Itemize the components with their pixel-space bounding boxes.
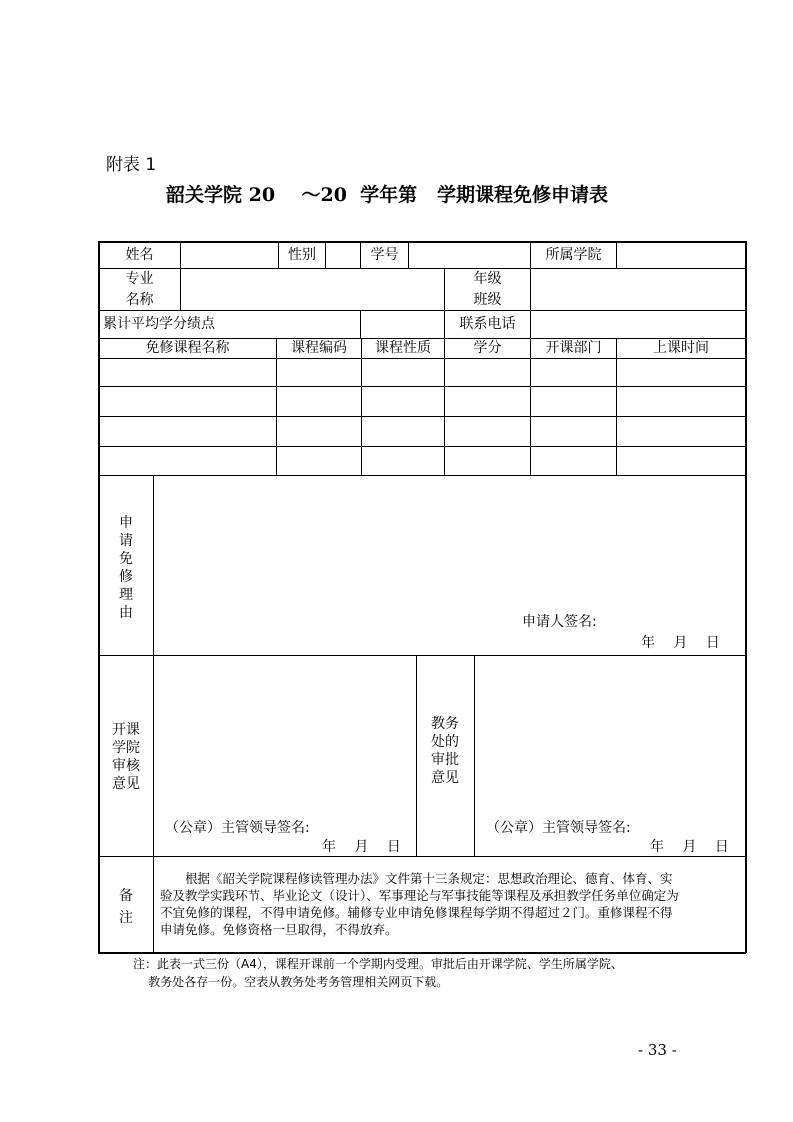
- grade-class-label: [445, 269, 530, 310]
- applicant-date: 年 月 日: [641, 635, 720, 651]
- office-review-field[interactable]: [476, 657, 744, 812]
- remarks-text: 根据《韶关学院课程修读管理办法》文件第十三条规定：思想政治理论、德育、体育、实 验及教学实践环节、毕业论文（设计）、军事理论与军事技能等课程及承担教学任务单位确定为 不宜免修的课程，不得申请免修。辅修专业申请免修课程每学期不得超过２门。重修课程不得 申请免修。免修资格一旦取得，不得放弃。: [160, 871, 679, 937]
- office-review-label: 教务 处的 审批 意见: [431, 716, 459, 786]
- course-row-4[interactable]: [99, 447, 745, 475]
- office-review-date: 年 月 日: [650, 839, 729, 855]
- footnote-line-2: 教务处各存一份。空表从教务处考务管理相关网页下载。: [133, 975, 449, 989]
- office-signature-label: （公章）主管领导签名:: [486, 820, 631, 836]
- college-label: 所属学院: [545, 246, 602, 263]
- gender-label: 性别: [288, 246, 316, 263]
- student-id-label: 学号: [370, 246, 399, 263]
- college-signature-label: （公章）主管领导签名:: [165, 820, 310, 836]
- major-label-line2: 名称: [125, 291, 154, 308]
- course-name-header: 免修课程名称: [145, 340, 230, 356]
- credit-header: 学分: [473, 340, 502, 356]
- college-review-label: 开课 学院 审核 意见: [112, 722, 140, 792]
- footnote-line-1: 注：此表一式三份（A4），课程开课前一个学期内受理。审批后由开课学院、学生所属学院、: [133, 957, 623, 971]
- grade-label-line1: 年级: [473, 270, 502, 287]
- course-row-3[interactable]: [99, 417, 745, 446]
- major-label-line1: 专业: [125, 270, 154, 287]
- phone-field[interactable]: [531, 311, 745, 338]
- course-type-header: 课程性质: [375, 340, 431, 356]
- name-field[interactable]: [181, 242, 278, 268]
- course-row-1[interactable]: [99, 359, 745, 386]
- grade-class-field[interactable]: [531, 269, 745, 310]
- attachment-label: 附表 1: [106, 155, 157, 175]
- class-time-header: 上课时间: [653, 340, 709, 356]
- department-header: 开课部门: [545, 340, 602, 356]
- remarks-label: 备 注: [119, 888, 133, 926]
- name-label: 姓名: [125, 246, 154, 263]
- student-id-field[interactable]: [409, 242, 530, 268]
- reason-label: 申 请 免 修 理 由: [119, 515, 133, 621]
- course-row-2[interactable]: [99, 387, 745, 416]
- college-field[interactable]: [617, 242, 745, 268]
- course-code-header: 课程编码: [291, 340, 347, 356]
- gpa-field[interactable]: [361, 311, 444, 338]
- major-label: [99, 269, 180, 310]
- college-review-field[interactable]: [155, 657, 415, 812]
- major-field[interactable]: [181, 269, 444, 310]
- page-number: - 33 -: [638, 1041, 677, 1059]
- reason-textarea[interactable]: [155, 477, 744, 607]
- gender-field[interactable]: [326, 242, 360, 268]
- grade-label-line2: 班级: [473, 291, 502, 308]
- phone-label: 联系电话: [459, 316, 516, 332]
- gpa-label: 累计平均学分绩点: [103, 316, 215, 332]
- applicant-signature-label: 申请人签名:: [522, 614, 597, 630]
- college-review-date: 年 月 日: [322, 839, 401, 855]
- form-title: 韶关学院 20 ～20 学年第 学期课程免修申请表: [166, 184, 609, 206]
